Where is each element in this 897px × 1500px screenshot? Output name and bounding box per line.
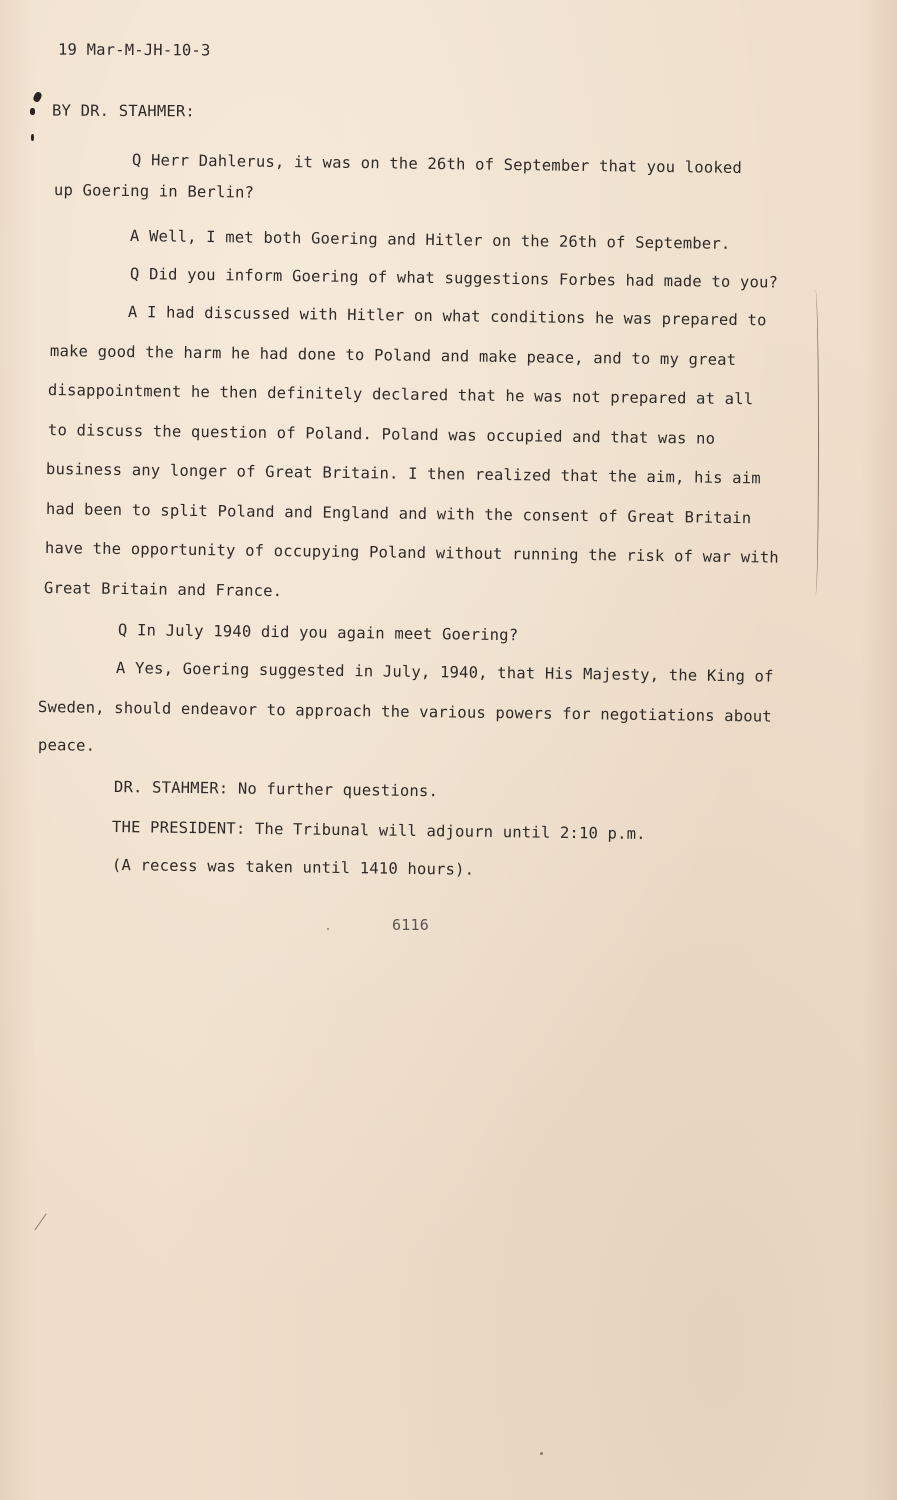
ink-mark — [32, 91, 43, 103]
text-line: A Yes, Goering suggested in July, 1940, that His Majesty, the King of — [115, 659, 774, 686]
ink-mark — [31, 134, 34, 141]
text-line: up Goering in Berlin? — [53, 181, 255, 202]
text-line: peace. — [37, 736, 96, 755]
text-line: make good the harm he had done to Poland and make peace, and to my great — [49, 342, 737, 369]
margin-bracket — [812, 290, 819, 595]
text-line: business any longer of Great Britain. I then realized that the aim, his aim — [45, 460, 761, 488]
examiner-heading: BY DR. STAHMER: — [51, 101, 196, 121]
text-line: to discuss the question of Poland. Poland was occupied and that was no — [47, 421, 716, 448]
text-line: Great Britain and France. — [43, 579, 283, 601]
text-line: Q Herr Dahlerus, it was on the 26th of September that you looked — [131, 151, 743, 177]
text-line: have the opportunity of occupying Poland without running the risk of war with — [44, 539, 780, 567]
text-line: A I had discussed with Hitler on what conditions he was prepared to — [127, 303, 767, 330]
ink-dot — [540, 1452, 543, 1455]
text-line: Q Did you inform Goering of what suggestions Forbes had made to you? — [129, 265, 779, 292]
ink-dot — [327, 928, 329, 930]
text-line: had been to split Poland and England and with the consent of Great Britain — [45, 500, 752, 528]
text-line: disappointment he then definitely declared that he was not prepared at all — [47, 381, 754, 409]
text-line: A Well, I met both Goering and Hitler on the 26th of September. — [129, 227, 731, 253]
text-line: Q In July 1940 did you again meet Goering? — [117, 621, 519, 645]
text-line: (A recess was taken until 1410 hours). — [111, 856, 475, 879]
document-header: 19 Mar-M-JH-10-3 — [57, 40, 211, 60]
text-line: Sweden, should endeavor to approach the various powers for negotiations about — [37, 698, 773, 726]
page-number: 6116 — [392, 916, 429, 934]
ink-mark — [30, 108, 35, 115]
text-line: DR. STAHMER: No further questions. — [113, 778, 439, 801]
text-line: THE PRESIDENT: The Tribunal will adjourn until 2:10 p.m. — [111, 818, 646, 843]
pencil-mark — [34, 1213, 47, 1230]
